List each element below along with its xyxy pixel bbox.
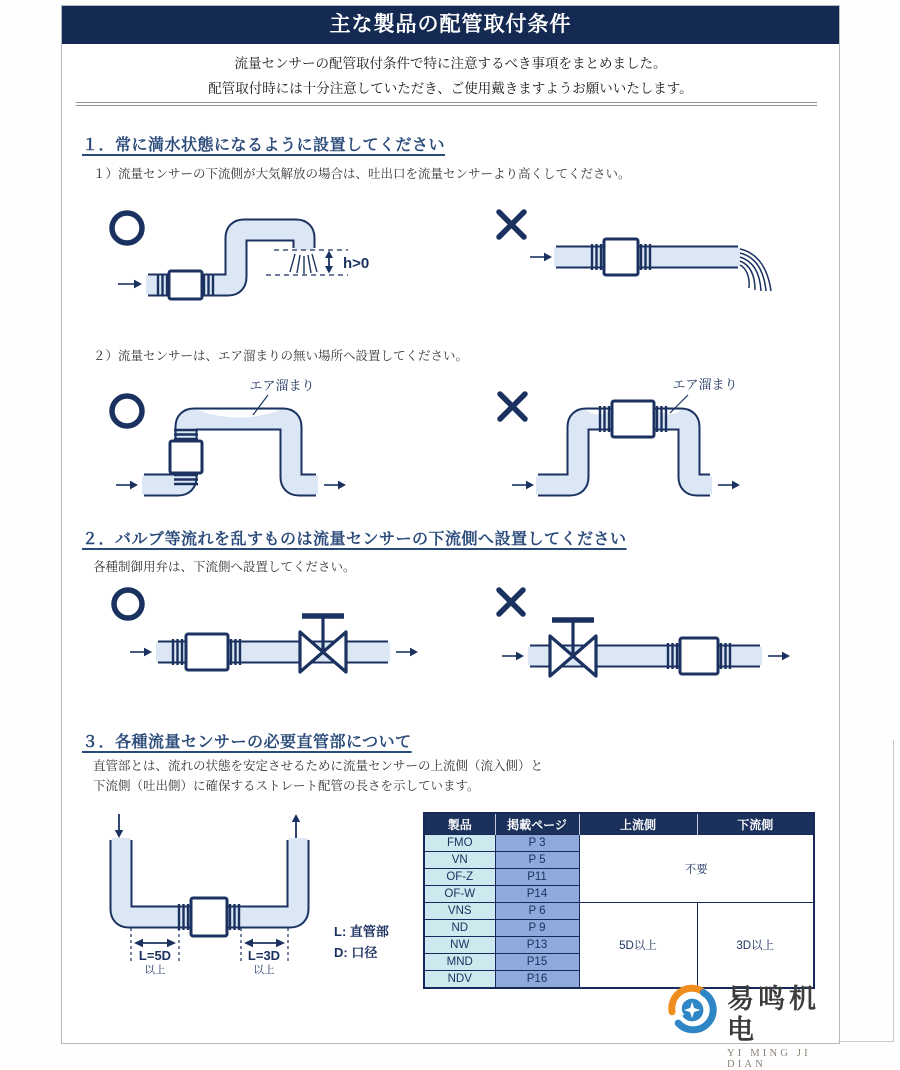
diagram-air-pocket-ok bbox=[96, 373, 501, 523]
dimension-h-label: h>0 bbox=[343, 255, 370, 272]
section2-heading: ２．バルブ等流れを乱すものは流量センサーの下流側へ設置してください bbox=[82, 531, 627, 548]
flow-sensor bbox=[179, 898, 239, 936]
ok-mark-icon bbox=[114, 590, 142, 618]
ng-mark-icon bbox=[499, 590, 523, 614]
page-cell: P 9 bbox=[495, 920, 579, 937]
table-row bbox=[424, 835, 814, 852]
flow-down-arrow-icon bbox=[115, 814, 123, 838]
page-cell: P14 bbox=[495, 886, 579, 903]
intro-line-1: 流量センサーの配管取付条件で特に注意するべき事項をまとめました。 bbox=[234, 56, 667, 71]
page-cell: P 6 bbox=[495, 903, 579, 920]
dim-right-label: L=3D bbox=[247, 948, 281, 963]
col-header-downstream: 下流側 bbox=[697, 813, 814, 835]
logo-swirl-icon bbox=[666, 978, 720, 1042]
flow-in-arrow-icon bbox=[130, 648, 152, 657]
company-logo bbox=[666, 978, 839, 1070]
product-cell: OF-W bbox=[424, 886, 495, 903]
level-dashed-lines bbox=[266, 250, 348, 275]
section3-desc2: 下流側（吐出側）に確保するストレート配管の長さを示しています。 bbox=[93, 779, 480, 793]
flow-up-arrow-icon bbox=[292, 814, 300, 838]
title-bar bbox=[62, 6, 839, 44]
no-requirement-cell: 不要 bbox=[579, 835, 814, 903]
flow-in-arrow-icon bbox=[530, 253, 552, 262]
flow-in-arrow-icon bbox=[512, 481, 534, 490]
section1-heading: １．常に満水状態になるように設置してください bbox=[82, 137, 446, 154]
flow-sensor bbox=[592, 239, 650, 275]
logo-company-subtitle: YI MING JI DIAN bbox=[726, 1048, 811, 1070]
dim-left-sublabel: 以上 bbox=[144, 964, 166, 976]
flow-in-arrow-icon bbox=[116, 481, 138, 490]
dimension-arrow-left-icon bbox=[134, 939, 176, 947]
document-page bbox=[61, 5, 840, 1070]
dimension-arrow-right-icon bbox=[244, 939, 285, 947]
dim-right-sublabel: 以上 bbox=[253, 964, 275, 976]
dim-left-label: L=5D bbox=[138, 948, 172, 963]
straight-run-table bbox=[423, 812, 815, 989]
col-header-upstream: 上流側 bbox=[579, 813, 697, 835]
page-cell: P16 bbox=[495, 971, 579, 989]
dimension-h-arrow-icon bbox=[325, 251, 333, 274]
logo-text bbox=[727, 978, 839, 1070]
table-row bbox=[424, 903, 814, 920]
page-cell: P15 bbox=[495, 954, 579, 971]
section1-note2: ２）流量センサーは、エア溜まりの無い場所へ設置してください。 bbox=[93, 349, 469, 363]
product-cell: MND bbox=[424, 954, 495, 971]
valve bbox=[300, 616, 346, 672]
spill-lines bbox=[740, 249, 771, 291]
section3-desc1: 直管部とは、流れの状態を安定させるために流量センサーの上流側（流入側）と bbox=[93, 759, 544, 773]
legend-straight-run: L: 直管部 bbox=[334, 924, 389, 939]
spray-lines bbox=[290, 254, 317, 274]
table-header-row bbox=[424, 813, 814, 835]
flow-sensor bbox=[170, 430, 202, 484]
downstream-requirement-cell: 3D以上 bbox=[697, 903, 814, 989]
air-pocket-label: エア溜まり bbox=[672, 377, 738, 392]
upstream-requirement-cell: 5D以上 bbox=[579, 903, 697, 989]
product-cell: ND bbox=[424, 920, 495, 937]
col-header-product: 製品 bbox=[424, 813, 495, 835]
page-cell: P11 bbox=[495, 869, 579, 886]
intro-text bbox=[62, 52, 839, 102]
ok-mark-icon bbox=[112, 213, 142, 243]
pipe bbox=[142, 419, 318, 485]
ng-mark-icon bbox=[499, 212, 524, 237]
ng-mark-icon bbox=[500, 394, 525, 419]
page-cell: P 5 bbox=[495, 852, 579, 869]
flow-out-arrow-icon bbox=[324, 481, 346, 490]
flow-sensor bbox=[158, 271, 213, 299]
flow-sensor bbox=[173, 634, 240, 670]
flow-out-arrow-icon bbox=[768, 652, 790, 661]
double-rule-divider bbox=[76, 102, 817, 106]
legend-bore: D: 口径 bbox=[334, 945, 378, 960]
diagram-valve-upstream-ng bbox=[492, 578, 852, 710]
flow-sensor bbox=[600, 401, 666, 437]
section1-note1: １）流量センサーの下流側が大気解放の場合は、吐出口を流量センサーより高くしてください。 bbox=[93, 167, 631, 181]
page-cell: P 3 bbox=[495, 835, 579, 852]
product-cell: VNS bbox=[424, 903, 495, 920]
intro-line-2: 配管取付時には十分注意していただき、ご使用戴きますようお願いいたします。 bbox=[208, 80, 693, 96]
air-pocket-label: エア溜まり bbox=[249, 378, 315, 393]
flow-in-arrow-icon bbox=[118, 280, 142, 289]
outer-frame-line-vertical bbox=[893, 740, 894, 1042]
outer-frame-line-horizontal bbox=[838, 1041, 894, 1042]
product-cell: NDV bbox=[424, 971, 495, 989]
valve bbox=[550, 620, 596, 676]
section3-heading: ３．各種流量センサーの必要直管部について bbox=[82, 734, 412, 751]
diagram-straight-run bbox=[87, 808, 337, 978]
diagram-legend bbox=[334, 921, 389, 963]
page-title: 主な製品の配管取付条件 bbox=[329, 13, 572, 36]
col-header-page: 掲載ページ bbox=[495, 813, 579, 835]
product-cell: FMO bbox=[424, 835, 495, 852]
section2-note: 各種制御用弁は、下流側へ設置してください。 bbox=[93, 560, 356, 574]
flow-out-arrow-icon bbox=[396, 648, 418, 657]
product-cell: NW bbox=[424, 937, 495, 954]
page-cell: P13 bbox=[495, 937, 579, 954]
product-cell: OF-Z bbox=[424, 869, 495, 886]
ok-mark-icon bbox=[112, 396, 142, 426]
flow-sensor bbox=[668, 638, 730, 674]
diagram-valve-downstream-ok bbox=[96, 578, 516, 710]
flow-in-arrow-icon bbox=[502, 652, 524, 661]
diagram-air-pocket-ng bbox=[492, 373, 852, 523]
straight-run-table-wrap bbox=[423, 812, 815, 989]
logo-company-name: 易鸣机电 bbox=[726, 984, 820, 1046]
diagram-full-pipe-ok bbox=[96, 191, 501, 331]
product-cell: VN bbox=[424, 852, 495, 869]
flow-out-arrow-icon bbox=[718, 481, 740, 490]
diagram-open-spill-ng bbox=[492, 191, 852, 331]
